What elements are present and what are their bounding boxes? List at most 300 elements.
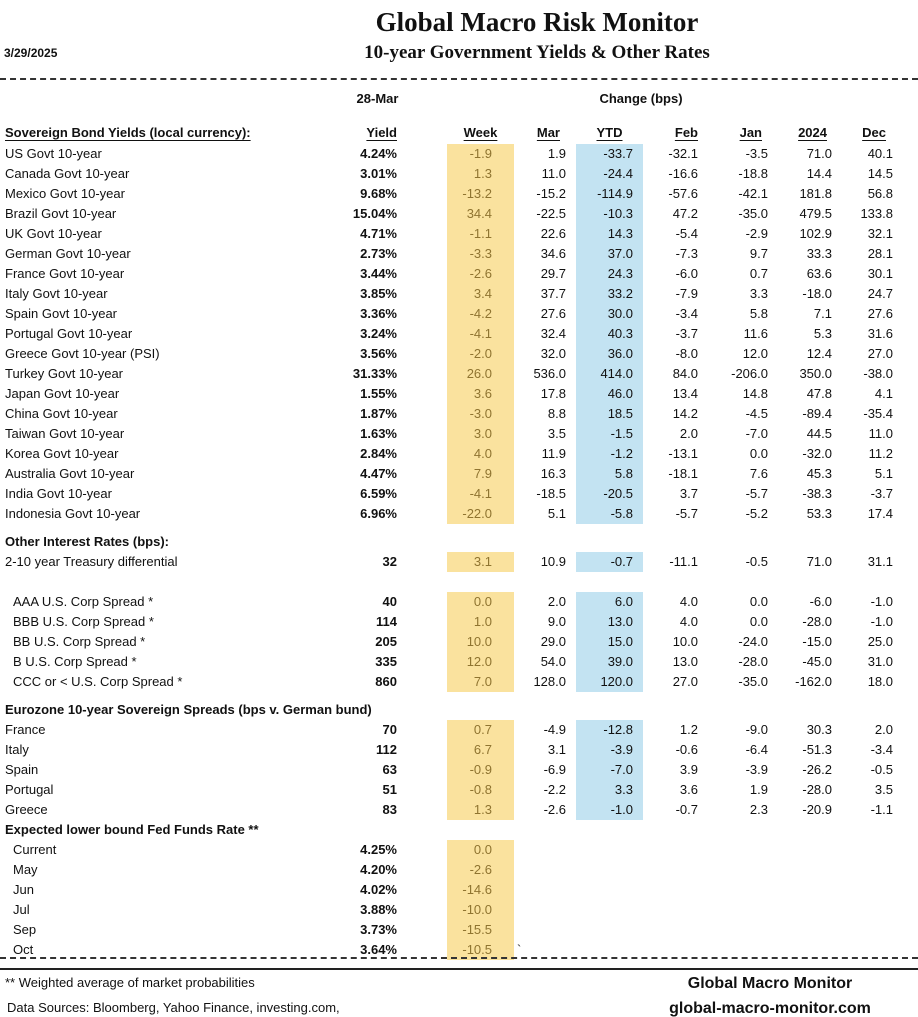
cell-label: Australia Govt 10-year bbox=[5, 466, 135, 481]
cell-feb: -16.6 bbox=[668, 166, 698, 181]
cell-mar: 29.7 bbox=[540, 266, 566, 281]
cell-y2024: 5.3 bbox=[813, 326, 832, 341]
cell-ytd: -114.9 bbox=[576, 184, 643, 204]
cell-ytd: 120.0 bbox=[576, 672, 643, 692]
cell-dec: -0.5 bbox=[870, 762, 893, 777]
top-divider bbox=[0, 78, 918, 80]
cell-yield: 3.36% bbox=[360, 306, 397, 321]
cell-ytd: -3.9 bbox=[576, 740, 643, 760]
cell-mar: 29.0 bbox=[540, 634, 566, 649]
cell-label: Oct bbox=[13, 942, 34, 957]
table-row bbox=[5, 780, 893, 800]
cell-label: Spain Govt 10-year bbox=[5, 306, 118, 321]
cell-feb: -18.1 bbox=[668, 466, 698, 481]
cell-yield: 4.25% bbox=[360, 842, 397, 857]
cell-jan: 0.7 bbox=[749, 266, 768, 281]
section-heading-eurozone: Eurozone 10-year Sovereign Spreads (bps v. German bund) bbox=[5, 702, 372, 717]
cell-week: 3.0 bbox=[447, 424, 514, 444]
cell-label: BB U.S. Corp Spread * bbox=[13, 634, 146, 649]
table-row bbox=[5, 264, 893, 284]
cell-y2024: 44.5 bbox=[806, 426, 832, 441]
cell-dec: -1.0 bbox=[870, 614, 893, 629]
cell-dec: 31.0 bbox=[867, 654, 893, 669]
cell-mar: 27.6 bbox=[540, 306, 566, 321]
cell-week: 12.0 bbox=[447, 652, 514, 672]
section-other-interest-rates bbox=[5, 532, 893, 692]
table-row bbox=[5, 384, 893, 404]
column-header-2024: 2024 bbox=[798, 125, 827, 140]
cell-dec: 25.0 bbox=[867, 634, 893, 649]
cell-week: 10.0 bbox=[447, 632, 514, 652]
table-row bbox=[5, 224, 893, 244]
cell-mar: -22.5 bbox=[536, 206, 566, 221]
cell-week: -2.0 bbox=[447, 344, 514, 364]
cell-dec: -3.7 bbox=[870, 486, 893, 501]
table-row bbox=[5, 612, 893, 632]
section-rows bbox=[5, 840, 893, 960]
table-row bbox=[5, 324, 893, 344]
cell-ytd: 414.0 bbox=[576, 364, 643, 384]
cell-jan: -42.1 bbox=[738, 186, 768, 201]
section-rows bbox=[5, 720, 893, 820]
cell-week: -10.0 bbox=[447, 900, 514, 920]
cell-label: Korea Govt 10-year bbox=[5, 446, 119, 461]
cell-feb: 3.6 bbox=[679, 782, 698, 797]
cell-feb: -0.6 bbox=[675, 742, 698, 757]
cell-mar: 37.7 bbox=[540, 286, 566, 301]
cell-label: German Govt 10-year bbox=[5, 246, 131, 261]
cell-label: India Govt 10-year bbox=[5, 486, 112, 501]
cell-label: Jun bbox=[13, 882, 34, 897]
cell-week: -15.5 bbox=[447, 920, 514, 940]
cell-yield: 335 bbox=[375, 654, 397, 669]
cell-yield: 2.73% bbox=[360, 246, 397, 261]
cell-week: 3.6 bbox=[447, 384, 514, 404]
cell-feb: 4.0 bbox=[679, 614, 698, 629]
table-row bbox=[5, 504, 893, 524]
cell-yield: 112 bbox=[376, 742, 397, 757]
cell-label: AAA U.S. Corp Spread * bbox=[13, 594, 154, 609]
cell-mar: 11.9 bbox=[541, 446, 566, 461]
cell-yield: 15.04% bbox=[352, 206, 397, 221]
cell-ytd: -7.0 bbox=[576, 760, 643, 780]
column-header-yield: Yield bbox=[366, 125, 397, 140]
cell-week: 3.1 bbox=[447, 552, 514, 572]
cell-mar: 54.0 bbox=[540, 654, 566, 669]
cell-ytd: 15.0 bbox=[576, 632, 643, 652]
cell-y2024: 71.0 bbox=[806, 554, 832, 569]
cell-ytd: 5.8 bbox=[576, 464, 643, 484]
cell-mar: 5.1 bbox=[547, 506, 566, 521]
cell-feb: 3.7 bbox=[679, 486, 698, 501]
table-row bbox=[5, 740, 893, 760]
table-row bbox=[5, 572, 893, 592]
cell-feb: 4.0 bbox=[679, 594, 698, 609]
cell-label: Jul bbox=[13, 902, 30, 917]
cell-feb: 47.2 bbox=[672, 206, 698, 221]
cell-y2024: -20.9 bbox=[802, 802, 832, 817]
cell-ytd: -1.0 bbox=[576, 800, 643, 820]
cell-mar: 32.0 bbox=[540, 346, 566, 361]
cell-ytd: 6.0 bbox=[576, 592, 643, 612]
brand-url: global-macro-monitor.com bbox=[669, 1000, 871, 1017]
table-row bbox=[5, 840, 893, 860]
footnote: ** Weighted average of market probabilities bbox=[5, 975, 255, 990]
table-row bbox=[5, 164, 893, 184]
cell-y2024: 181.8 bbox=[799, 186, 832, 201]
column-header-feb: Feb bbox=[674, 125, 698, 140]
table-row bbox=[5, 592, 893, 612]
cell-label: Spain bbox=[5, 762, 39, 777]
cell-y2024: -51.3 bbox=[802, 742, 832, 757]
column-header-row bbox=[5, 122, 893, 143]
column-header-dec: Dec bbox=[862, 125, 886, 140]
cell-yield: 3.85% bbox=[360, 286, 397, 301]
cell-y2024: 45.3 bbox=[806, 466, 832, 481]
column-group-row bbox=[5, 88, 893, 110]
cell-jan: -5.7 bbox=[745, 486, 768, 501]
cell-jan: 14.8 bbox=[742, 386, 768, 401]
cell-feb: -8.0 bbox=[675, 346, 698, 361]
cell-ytd: 24.3 bbox=[576, 264, 643, 284]
cell-feb: 13.4 bbox=[672, 386, 698, 401]
cell-mar: 16.3 bbox=[540, 466, 566, 481]
cell-dec: 11.2 bbox=[868, 446, 893, 461]
cell-label: Greece bbox=[5, 802, 48, 817]
cell-week: 7.0 bbox=[447, 672, 514, 692]
cell-y2024: 53.3 bbox=[806, 506, 832, 521]
cell-ytd: -1.2 bbox=[576, 444, 643, 464]
cell-week: 7.9 bbox=[447, 464, 514, 484]
cell-jan: -7.0 bbox=[745, 426, 768, 441]
table-row bbox=[5, 244, 893, 264]
cell-label: Mexico Govt 10-year bbox=[5, 186, 125, 201]
cell-week: 1.3 bbox=[447, 164, 514, 184]
cell-week: 6.7 bbox=[447, 740, 514, 760]
cell-y2024: -89.4 bbox=[802, 406, 832, 421]
cell-label: China Govt 10-year bbox=[5, 406, 118, 421]
table-row bbox=[5, 364, 893, 384]
table-row bbox=[5, 880, 893, 900]
cell-feb: 1.2 bbox=[679, 722, 698, 737]
cell-week: 34.4 bbox=[447, 204, 514, 224]
cell-feb: -5.7 bbox=[675, 506, 698, 521]
cell-yield: 3.73% bbox=[360, 922, 397, 937]
cell-mar: 8.8 bbox=[547, 406, 566, 421]
cell-y2024: -26.2 bbox=[802, 762, 832, 777]
cell-week: -22.0 bbox=[447, 504, 514, 524]
cell-jan: -3.9 bbox=[745, 762, 768, 777]
table-row bbox=[5, 484, 893, 504]
cell-ytd: -24.4 bbox=[576, 164, 643, 184]
cell-dec: 28.1 bbox=[867, 246, 893, 261]
cell-ytd: 37.0 bbox=[576, 244, 643, 264]
cell-feb: -5.4 bbox=[675, 226, 698, 241]
cell-dec: 27.6 bbox=[867, 306, 893, 321]
cell-yield: 6.96% bbox=[360, 506, 397, 521]
cell-jan: 11.6 bbox=[743, 326, 768, 341]
cell-jan: -3.5 bbox=[745, 146, 768, 161]
cell-week: 1.0 bbox=[447, 612, 514, 632]
cell-label: US Govt 10-year bbox=[5, 146, 102, 161]
table-row bbox=[5, 344, 893, 364]
table-row bbox=[5, 900, 893, 920]
section-sovereign-bond-yields bbox=[5, 144, 893, 524]
cell-dec: 4.1 bbox=[874, 386, 893, 401]
table-row bbox=[5, 284, 893, 304]
cell-dec: 2.0 bbox=[874, 722, 893, 737]
cell-week: -4.1 bbox=[447, 484, 514, 504]
cell-dec: 24.7 bbox=[867, 286, 893, 301]
cell-jan: -9.0 bbox=[745, 722, 768, 737]
cell-yield: 31.33% bbox=[352, 366, 397, 381]
cell-mar: -18.5 bbox=[536, 486, 566, 501]
cell-dec: 27.0 bbox=[867, 346, 893, 361]
cell-jan: 9.7 bbox=[749, 246, 768, 261]
cell-jan: 3.3 bbox=[749, 286, 768, 301]
cell-yield: 4.24% bbox=[360, 146, 397, 161]
cell-dec: -38.0 bbox=[863, 366, 893, 381]
cell-label: Canada Govt 10-year bbox=[5, 166, 130, 181]
cell-ytd: 14.3 bbox=[576, 224, 643, 244]
cell-label: CCC or < U.S. Corp Spread * bbox=[13, 674, 183, 689]
column-header-ytd: YTD bbox=[596, 125, 623, 140]
cell-feb: -6.0 bbox=[675, 266, 698, 281]
cell-week: 1.3 bbox=[447, 800, 514, 820]
cell-jan: 2.3 bbox=[749, 802, 768, 817]
cell-mar: -6.9 bbox=[543, 762, 566, 777]
cell-label: France bbox=[5, 722, 46, 737]
cell-yield: 3.56% bbox=[360, 346, 397, 361]
cell-week: -0.8 bbox=[447, 780, 514, 800]
cell-mar: 536.0 bbox=[533, 366, 566, 381]
cell-ytd: 46.0 bbox=[576, 384, 643, 404]
cell-jan: -24.0 bbox=[738, 634, 768, 649]
cell-ytd: 3.3 bbox=[576, 780, 643, 800]
cell-yield: 860 bbox=[375, 674, 397, 689]
cell-y2024: 350.0 bbox=[799, 366, 832, 381]
as-of-date-label: 28-Mar bbox=[356, 91, 399, 106]
cell-week: 0.0 bbox=[447, 592, 514, 612]
table-row bbox=[5, 860, 893, 880]
cell-feb: -0.7 bbox=[675, 802, 698, 817]
cell-feb: -3.7 bbox=[675, 326, 698, 341]
cell-week: -4.1 bbox=[447, 324, 514, 344]
cell-jan: -35.0 bbox=[738, 674, 768, 689]
bottom-solid-divider bbox=[0, 968, 918, 970]
cell-y2024: 14.4 bbox=[806, 166, 832, 181]
cell-dec: 30.1 bbox=[867, 266, 893, 281]
cell-week: -3.0 bbox=[447, 404, 514, 424]
cell-label: B U.S. Corp Spread * bbox=[13, 654, 137, 669]
cell-ytd: -10.3 bbox=[576, 204, 643, 224]
cell-y2024: 47.8 bbox=[806, 386, 832, 401]
cell-yield: 3.44% bbox=[360, 266, 397, 281]
section-heading-sovereign-yields: Sovereign Bond Yields (local currency): bbox=[5, 125, 251, 140]
cell-mar: -2.6 bbox=[543, 802, 566, 817]
cell-label: Taiwan Govt 10-year bbox=[5, 426, 125, 441]
cell-y2024: 7.1 bbox=[813, 306, 832, 321]
cell-yield: 4.71% bbox=[360, 226, 397, 241]
cell-mar: 11.0 bbox=[541, 166, 566, 181]
table-row bbox=[5, 184, 893, 204]
cell-yield: 114 bbox=[376, 614, 397, 629]
cell-yield: 2.84% bbox=[360, 446, 397, 461]
cell-label: UK Govt 10-year bbox=[5, 226, 102, 241]
cell-mar: -4.9 bbox=[543, 722, 566, 737]
cell-yield: 4.47% bbox=[360, 466, 397, 481]
table-row bbox=[5, 304, 893, 324]
cell-y2024: -15.0 bbox=[802, 634, 832, 649]
cell-label: May bbox=[13, 862, 38, 877]
cell-week: 0.7 bbox=[447, 720, 514, 740]
cell-dec: 5.1 bbox=[874, 466, 893, 481]
cell-feb: -3.4 bbox=[675, 306, 698, 321]
cell-jan: -6.4 bbox=[745, 742, 768, 757]
section-rows bbox=[5, 552, 893, 692]
cell-label: Brazil Govt 10-year bbox=[5, 206, 117, 221]
cell-dec: 18.0 bbox=[867, 674, 893, 689]
cell-feb: 3.9 bbox=[679, 762, 698, 777]
cell-ytd: 40.3 bbox=[576, 324, 643, 344]
cell-dec: -3.4 bbox=[870, 742, 893, 757]
cell-week: -2.6 bbox=[447, 860, 514, 880]
table-row bbox=[5, 720, 893, 740]
cell-mar: 2.0 bbox=[547, 594, 566, 609]
cell-jan: 0.0 bbox=[749, 446, 768, 461]
cell-label: Japan Govt 10-year bbox=[5, 386, 120, 401]
cell-ytd: -12.8 bbox=[576, 720, 643, 740]
table-row bbox=[5, 652, 893, 672]
cell-yield: 4.02% bbox=[360, 882, 397, 897]
cell-mar: 17.8 bbox=[540, 386, 566, 401]
cell-dec: 31.6 bbox=[867, 326, 893, 341]
cell-jan: 7.6 bbox=[749, 466, 768, 481]
cell-label: France Govt 10-year bbox=[5, 266, 125, 281]
cell-dec: -1.0 bbox=[870, 594, 893, 609]
table-row bbox=[5, 800, 893, 820]
cell-jan: -4.5 bbox=[745, 406, 768, 421]
report-date: 3/29/2025 bbox=[4, 46, 58, 60]
cell-yield: 70 bbox=[382, 722, 397, 737]
cell-label: Italy Govt 10-year bbox=[5, 286, 108, 301]
header-titles bbox=[156, 4, 918, 66]
cell-dec: -35.4 bbox=[863, 406, 893, 421]
cell-jan: -2.9 bbox=[745, 226, 768, 241]
cell-dec: 14.5 bbox=[867, 166, 893, 181]
cell-yield: 6.59% bbox=[360, 486, 397, 501]
cell-dec: 133.8 bbox=[860, 206, 893, 221]
cell-ytd: 30.0 bbox=[576, 304, 643, 324]
cell-yield: 63 bbox=[382, 762, 397, 777]
cell-y2024: -38.3 bbox=[802, 486, 832, 501]
cell-yield: 4.20% bbox=[360, 862, 397, 877]
cell-y2024: 479.5 bbox=[799, 206, 832, 221]
cell-feb: 84.0 bbox=[672, 366, 698, 381]
page-subtitle: 10-year Government Yields & Other Rates bbox=[364, 42, 710, 63]
cell-dec: -1.1 bbox=[870, 802, 893, 817]
cell-feb: -32.1 bbox=[668, 146, 698, 161]
cell-mar: ` bbox=[517, 942, 522, 957]
section-heading-row bbox=[5, 532, 893, 552]
cell-week: -10.5 bbox=[447, 940, 514, 960]
cell-ytd: -5.8 bbox=[576, 504, 643, 524]
cell-mar: 9.0 bbox=[547, 614, 566, 629]
cell-ytd: 39.0 bbox=[576, 652, 643, 672]
cell-label: Portugal bbox=[5, 782, 54, 797]
table-row bbox=[5, 144, 893, 164]
cell-y2024: -18.0 bbox=[802, 286, 832, 301]
section-fed-funds bbox=[5, 820, 893, 960]
cell-dec: 32.1 bbox=[867, 226, 893, 241]
cell-mar: 10.9 bbox=[540, 554, 566, 569]
brand-name: Global Macro Monitor bbox=[687, 975, 853, 992]
cell-jan: -206.0 bbox=[731, 366, 768, 381]
cell-mar: 128.0 bbox=[533, 674, 566, 689]
cell-yield: 1.63% bbox=[360, 426, 397, 441]
brand-block bbox=[636, 971, 904, 1017]
cell-mar: 3.5 bbox=[547, 426, 566, 441]
section-heading-fed-funds: Expected lower bound Fed Funds Rate ** bbox=[5, 822, 259, 837]
cell-mar: 3.1 bbox=[547, 742, 566, 757]
section-heading-other-rates: Other Interest Rates (bps): bbox=[5, 534, 169, 549]
cell-feb: 2.0 bbox=[679, 426, 698, 441]
cell-jan: 5.8 bbox=[749, 306, 768, 321]
bottom-dashed-divider bbox=[0, 957, 918, 959]
cell-label: Italy bbox=[5, 742, 29, 757]
cell-dec: 17.4 bbox=[867, 506, 893, 521]
cell-y2024: -162.0 bbox=[795, 674, 832, 689]
column-header-week: Week bbox=[463, 125, 498, 140]
cell-feb: 10.0 bbox=[672, 634, 698, 649]
cell-ytd: 36.0 bbox=[576, 344, 643, 364]
cell-yield: 83 bbox=[382, 802, 397, 817]
table-row bbox=[5, 404, 893, 424]
section-heading-row bbox=[5, 820, 893, 840]
cell-label: Greece Govt 10-year (PSI) bbox=[5, 346, 160, 361]
cell-y2024: -6.0 bbox=[809, 594, 832, 609]
cell-yield: 3.24% bbox=[360, 326, 397, 341]
cell-jan: -35.0 bbox=[738, 206, 768, 221]
cell-ytd: -33.7 bbox=[576, 144, 643, 164]
cell-week: 3.4 bbox=[447, 284, 514, 304]
table-row bbox=[5, 672, 893, 692]
cell-ytd: -20.5 bbox=[576, 484, 643, 504]
cell-week: 0.0 bbox=[447, 840, 514, 860]
cell-feb: 13.0 bbox=[672, 654, 698, 669]
cell-dec: 3.5 bbox=[874, 782, 893, 797]
cell-feb: -7.3 bbox=[675, 246, 698, 261]
cell-y2024: -28.0 bbox=[802, 782, 832, 797]
cell-yield: 3.01% bbox=[360, 166, 397, 181]
cell-label: Sep bbox=[13, 922, 37, 937]
cell-y2024: -45.0 bbox=[802, 654, 832, 669]
cell-week: -1.9 bbox=[447, 144, 514, 164]
cell-week: -13.2 bbox=[447, 184, 514, 204]
cell-mar: 22.6 bbox=[540, 226, 566, 241]
cell-yield: 205 bbox=[375, 634, 397, 649]
cell-y2024: 63.6 bbox=[806, 266, 832, 281]
cell-jan: 1.9 bbox=[749, 782, 768, 797]
cell-label: 2-10 year Treasury differential bbox=[5, 554, 178, 569]
cell-dec: 40.1 bbox=[867, 146, 893, 161]
cell-jan: 0.0 bbox=[749, 594, 768, 609]
cell-dec: 31.1 bbox=[867, 554, 893, 569]
cell-week: -1.1 bbox=[447, 224, 514, 244]
cell-mar: 34.6 bbox=[540, 246, 566, 261]
section-heading-row bbox=[5, 700, 893, 720]
cell-week: 26.0 bbox=[447, 364, 514, 384]
